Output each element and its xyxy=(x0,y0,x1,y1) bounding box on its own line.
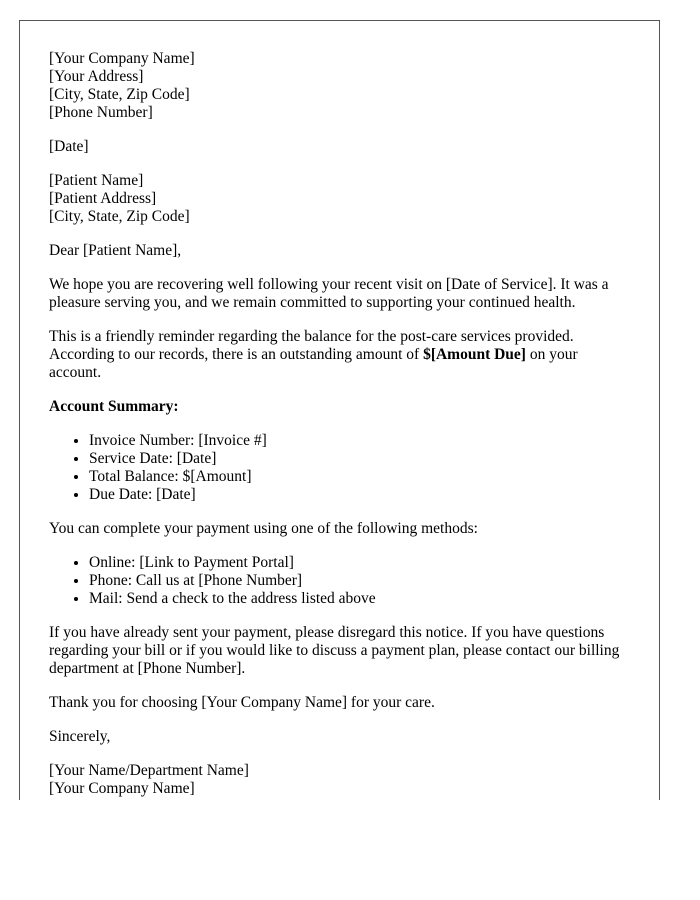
list-item: • Service Date: [Date] xyxy=(89,450,630,468)
letter-page xyxy=(19,20,660,800)
questions-paragraph: If you have already sent your payment, please disregard this notice. If you have questions regarding your bill or if you would like to discuss a payment plan, please contact our billing department at [Phone Number]. xyxy=(49,624,620,677)
list-item: • Due Date: [Date] xyxy=(89,486,630,504)
signature-name: [Your Name/Department Name] xyxy=(49,762,249,779)
account-summary-list xyxy=(49,432,630,504)
sender-street: [Your Address] xyxy=(49,68,144,85)
list-item: • Invoice Number: [Invoice #] xyxy=(89,432,630,450)
salutation: Dear [Patient Name], xyxy=(49,242,182,259)
account-summary-heading: Account Summary: xyxy=(49,398,179,415)
list-item: • Mail: Send a check to the address listed above xyxy=(89,590,630,608)
thanks-paragraph: Thank you for choosing [Your Company Name] for your care. xyxy=(49,694,435,711)
closing: Sincerely, xyxy=(49,728,111,745)
recipient-city-state-zip: [City, State, Zip Code] xyxy=(49,208,190,225)
sender-address xyxy=(49,50,630,122)
sender-phone: [Phone Number] xyxy=(49,104,153,121)
sender-city-state-zip: [City, State, Zip Code] xyxy=(49,86,190,103)
signature-company: [Your Company Name] xyxy=(49,780,195,797)
recipient-address xyxy=(49,172,630,226)
balance-text-before: This is a friendly reminder regarding the balance for the post-care services provided. According to our records, there is an outstanding amount of xyxy=(49,328,574,363)
payment-intro: You can complete your payment using one of the following methods: xyxy=(49,520,478,537)
amount-due: $[Amount Due] xyxy=(423,346,526,363)
list-item: • Online: [Link to Payment Portal] xyxy=(89,554,630,572)
payment-methods-list xyxy=(49,554,630,608)
balance-paragraph xyxy=(49,328,630,382)
recipient-street: [Patient Address] xyxy=(49,190,157,207)
intro-paragraph: We hope you are recovering well following your recent visit on [Date of Service]. It was a pleasure serving you, and we remain committed to supporting your continued health. xyxy=(49,276,609,311)
balance-text-after: on your account. xyxy=(49,346,578,381)
list-item: • Total Balance: $[Amount] xyxy=(89,468,630,486)
recipient-name: [Patient Name] xyxy=(49,172,144,189)
list-item: • Phone: Call us at [Phone Number] xyxy=(89,572,630,590)
signature-block xyxy=(49,762,630,798)
letter-date: [Date] xyxy=(49,138,89,155)
sender-company: [Your Company Name] xyxy=(49,50,195,67)
